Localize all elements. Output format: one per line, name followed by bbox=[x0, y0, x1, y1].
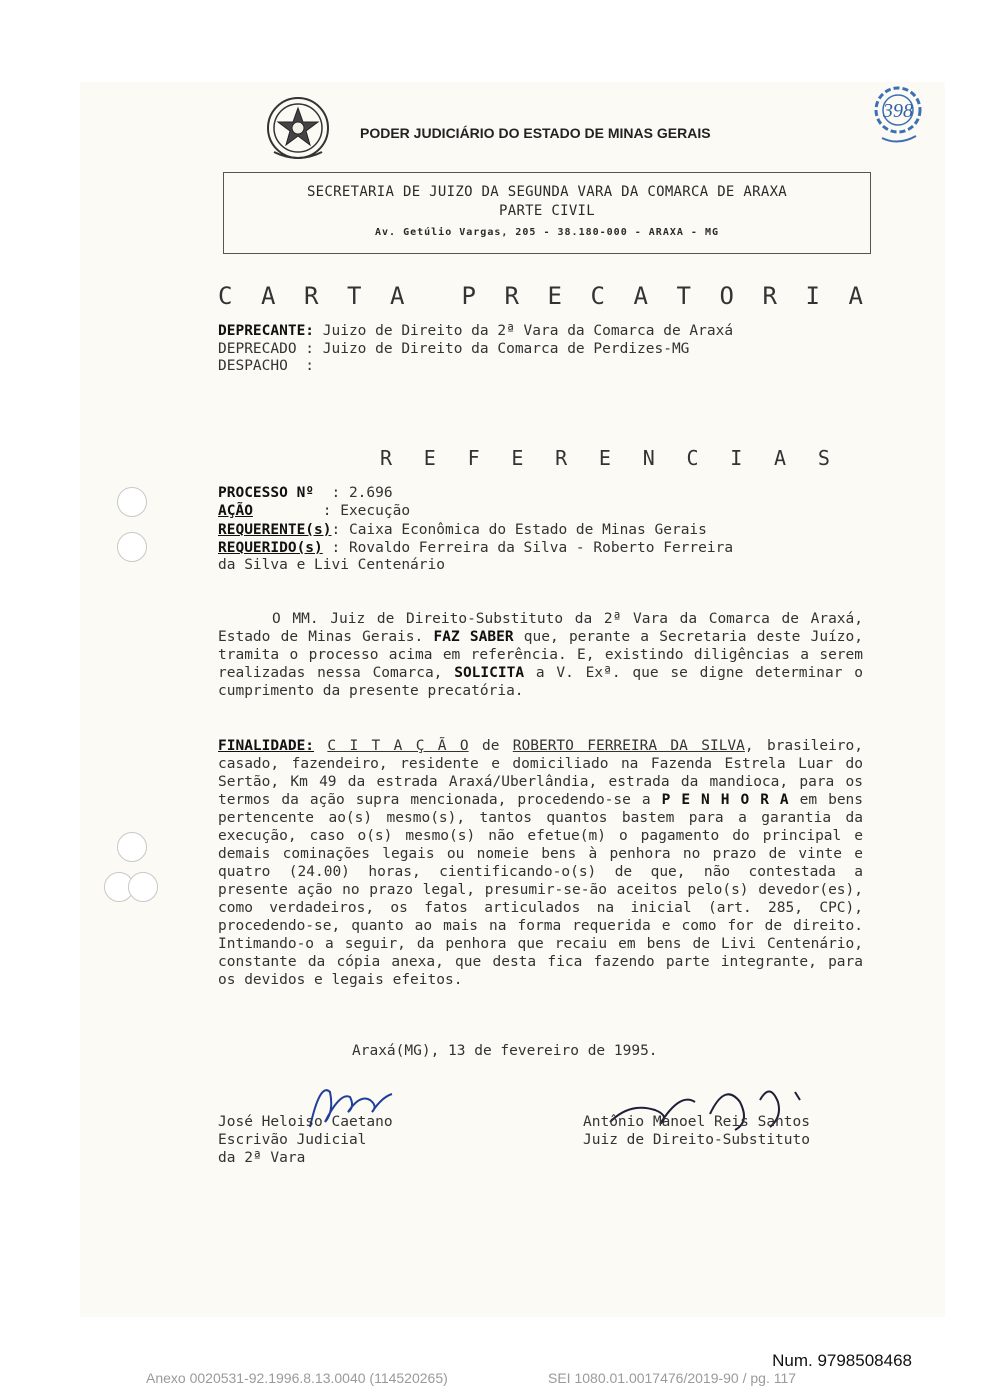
box-line-parte-civil: PARTE CIVIL bbox=[498, 203, 596, 219]
processo-row bbox=[218, 484, 393, 502]
despacho-row bbox=[218, 357, 314, 375]
title-letter: E bbox=[547, 282, 562, 310]
title-letter: R bbox=[504, 282, 519, 310]
citacao: C I T A Ç Ã O bbox=[327, 738, 469, 754]
body-paragraph-1 bbox=[218, 610, 863, 700]
document-number: Num. 9798508468 bbox=[772, 1351, 912, 1370]
title-letter: C bbox=[218, 282, 233, 310]
deprecado-label: DEPRECADO : bbox=[218, 341, 315, 357]
requerido-value: : Rovaldo Ferreira da Silva - Roberto Ferreira bbox=[322, 540, 734, 556]
footer-sei: SEI 1080.01.0017476/2019-90 / pg. 117 bbox=[548, 1370, 797, 1386]
solicita: SOLICITA bbox=[454, 665, 525, 681]
despacho-label: DESPACHO : bbox=[218, 358, 315, 374]
title-letter: P bbox=[461, 282, 476, 310]
requerente-row bbox=[218, 521, 707, 539]
title-letter: R bbox=[304, 282, 319, 310]
ref-letter: C bbox=[686, 446, 699, 470]
ref-letter: E bbox=[598, 446, 611, 470]
title-letter: I bbox=[805, 282, 820, 310]
stamp-number: 398 bbox=[883, 100, 913, 122]
box-line-secretaria: SECRETARIA DE JUIZO DA SEGUNDA VARA DA COMARCA DE ARAXA bbox=[306, 184, 788, 200]
title-letter: R bbox=[762, 282, 777, 310]
signer-right-role: Juiz de Direito-Substituto bbox=[583, 1132, 810, 1148]
protocol-stamp-icon bbox=[852, 86, 942, 152]
requerido-row-cont bbox=[218, 556, 445, 574]
ref-letter: N bbox=[642, 446, 655, 470]
acao-label: AÇÃO bbox=[218, 503, 253, 519]
deprecante-row bbox=[218, 322, 733, 340]
requerido-label: REQUERIDO(s) bbox=[218, 540, 323, 556]
punch-hole bbox=[117, 532, 147, 562]
signer-left-name: José Heloiso Caetano bbox=[218, 1114, 393, 1130]
title-letter: A bbox=[261, 282, 276, 310]
date-line: Araxá(MG), 13 de fevereiro de 1995. bbox=[352, 1043, 658, 1059]
body-paragraph-2 bbox=[218, 737, 863, 989]
citado-nome: ROBERTO FERREIRA DA SILVA bbox=[512, 738, 745, 754]
ref-letter: E bbox=[423, 446, 436, 470]
ref-letter: A bbox=[774, 446, 787, 470]
ref-letter: E bbox=[511, 446, 524, 470]
requerente-label: REQUERENTE(s) bbox=[218, 522, 332, 538]
finalidade-label: FINALIDADE: bbox=[218, 738, 315, 754]
ref-letter: R bbox=[555, 446, 568, 470]
ref-letter: F bbox=[467, 446, 480, 470]
ref-letter: I bbox=[730, 446, 743, 470]
p2-de: de bbox=[468, 738, 513, 754]
requerido-value-2: da Silva e Livi Centenário bbox=[218, 557, 445, 573]
requerido-row bbox=[218, 539, 733, 557]
punch-hole bbox=[117, 487, 147, 517]
deprecado-value: Juizo de Direito da Comarca de Perdizes-MG bbox=[314, 341, 690, 357]
acao-row bbox=[218, 502, 410, 520]
acao-value: : Execução bbox=[252, 503, 411, 519]
ref-letter: R bbox=[380, 446, 393, 470]
title-letter: T bbox=[676, 282, 691, 310]
p1-text-a: O MM. Juiz de Direito-Substituto da 2ª Vara da Comarca de Araxá, Estado de Minas Gerais. bbox=[218, 611, 863, 645]
references-heading bbox=[380, 446, 830, 470]
processo-label: PROCESSO Nº bbox=[218, 485, 315, 501]
document-title bbox=[218, 282, 863, 310]
title-letter: A bbox=[390, 282, 405, 310]
p2-text-a: , brasileiro, casado, fazendeiro, residente e domiciliado na Fazenda Estrela Luar do Sertão, Km 49 da estrada Araxá/Uberlândia, estrada da mandioca, para os termos da ação supra mencionada, procedendo-se a bbox=[218, 738, 863, 808]
coat-of-arms-icon bbox=[266, 94, 330, 162]
punch-hole bbox=[117, 832, 147, 862]
title-letter: T bbox=[347, 282, 362, 310]
ref-letter: S bbox=[817, 446, 830, 470]
deprecado-row bbox=[218, 340, 689, 358]
deprecante-value: Juizo de Direito da 2ª Vara da Comarca de Araxá bbox=[314, 323, 734, 339]
title-letter: O bbox=[719, 282, 734, 310]
signer-left-role-2: da 2ª Vara bbox=[218, 1150, 306, 1166]
institution-heading: PODER JUDICIÁRIO DO ESTADO DE MINAS GERAIS bbox=[360, 125, 711, 141]
deprecante-label: DEPRECANTE: bbox=[218, 323, 315, 339]
p1-text-b: que, perante a Secretaria deste Juízo, tramita o processo acima em referência. E, existindo diligências a serem realizadas nessa Comarca, bbox=[218, 629, 863, 681]
title-letter: A bbox=[848, 282, 863, 310]
penhora: P E N H O R A bbox=[661, 792, 789, 808]
secretaria-box bbox=[223, 172, 871, 254]
p2-text-b: em bens pertencente ao(s) mesmo(s), tantos quantos bastem para a garantia da execução, caso o(s) mesmo(s) não efetue(m) o pagamento do principal e demais cominações legais ou nomeie bens à penhora no prazo de vinte e quatro (24.00) horas, cientificando-o(s) de que, não contestada a presente ação no prazo legal, presumir-se-ão aceitos pelo(s) devedor(es), como verdadeiros, os fatos articulados na inicial (art. 285, CPC), procedendo-se, quanto ao mais na forma requerida e como for de direito. Intimando-o a seguir, da penhora que recaiu em bens de Livi Centenário, constante da cópia anexa, que desta fica fazendo parte integrante, para os devidos e legais efeitos. bbox=[218, 792, 864, 988]
faz-saber: FAZ SABER bbox=[433, 629, 514, 645]
title-letter: C bbox=[590, 282, 605, 310]
footer-anexo: Anexo 0020531-92.1996.8.13.0040 (114520265) bbox=[146, 1370, 448, 1386]
requerente-value: : Caixa Econômica do Estado de Minas Gerais bbox=[331, 522, 707, 538]
punch-hole bbox=[128, 872, 158, 902]
p1-text-c: a V. Exª. que se digne determinar o cumprimento da presente precatória. bbox=[218, 665, 863, 699]
signer-left-role: Escrivão Judicial bbox=[218, 1132, 367, 1148]
box-line-address: Av. Getúlio Vargas, 205 - 38.180-000 - ARAXA - MG bbox=[374, 227, 719, 238]
signer-right-name: Antônio Manoel Reis Santos bbox=[583, 1114, 810, 1130]
title-letter: A bbox=[633, 282, 648, 310]
processo-value: : 2.696 bbox=[314, 485, 393, 501]
